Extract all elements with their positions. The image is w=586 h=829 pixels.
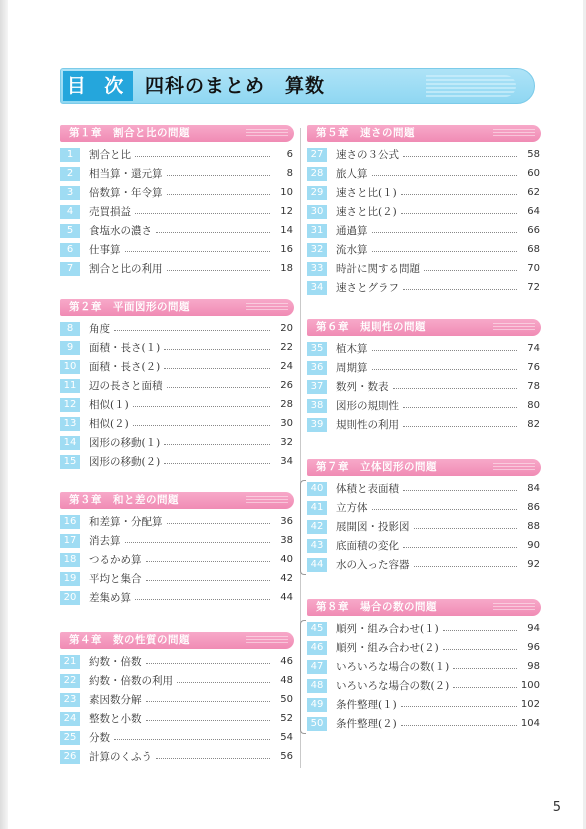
dot-leader xyxy=(372,175,517,176)
chapter-header xyxy=(307,459,541,476)
entry-page-number: 52 xyxy=(280,713,293,724)
toc-entry xyxy=(60,672,294,690)
entry-title: 和差算・分配算 xyxy=(89,516,163,528)
entry-page-number: 74 xyxy=(527,343,540,354)
toc-entry xyxy=(307,715,541,733)
toc-entry xyxy=(60,551,294,569)
entry-number-badge: 38 xyxy=(307,399,327,413)
toc-entry xyxy=(60,165,294,183)
dot-leader xyxy=(401,706,517,707)
entry-title: 順列・組み合わせ(１) xyxy=(336,623,439,635)
entry-title: いろいろな場合の数(２) xyxy=(336,680,450,692)
dot-leader xyxy=(146,701,270,702)
entry-title: 植木算 xyxy=(336,343,368,355)
entry-page-number: 84 xyxy=(527,483,540,494)
dot-leader xyxy=(114,739,270,740)
entry-page-number: 62 xyxy=(527,187,540,198)
dot-leader xyxy=(372,232,517,233)
entry-title: 相似(２) xyxy=(89,418,129,430)
toc-entry xyxy=(60,339,294,357)
dot-leader xyxy=(164,463,270,464)
entry-number-badge: 20 xyxy=(60,591,80,605)
toc-entry xyxy=(307,260,541,278)
toc-entry xyxy=(60,358,294,376)
entry-page-number: 48 xyxy=(280,675,293,686)
dot-leader xyxy=(156,232,270,233)
entry-page-number: 60 xyxy=(527,168,540,179)
entry-title: 周期算 xyxy=(336,362,368,374)
toc-entry xyxy=(60,241,294,259)
entry-number-badge: 17 xyxy=(60,534,80,548)
toc-entry xyxy=(307,518,541,536)
entry-title: 立方体 xyxy=(336,502,368,514)
toc-entry xyxy=(60,453,294,471)
entry-number-badge: 28 xyxy=(307,167,327,181)
chapter-header xyxy=(60,632,294,649)
entry-title: 整数と小数 xyxy=(89,713,142,725)
entry-page-number: 88 xyxy=(527,521,540,532)
entry-number-badge: 45 xyxy=(307,622,327,636)
dot-leader xyxy=(156,758,270,759)
entry-number-badge: 23 xyxy=(60,693,80,707)
dot-leader xyxy=(167,523,270,524)
entry-title: 順列・組み合わせ(２) xyxy=(336,642,439,654)
dot-leader xyxy=(372,509,517,510)
entry-page-number: 10 xyxy=(280,187,293,198)
entry-number-badge: 42 xyxy=(307,520,327,534)
entry-page-number: 98 xyxy=(527,661,540,672)
entry-title: 底面積の変化 xyxy=(336,540,399,552)
entry-page-number: 18 xyxy=(280,263,293,274)
toc-entry xyxy=(60,415,294,433)
entry-page-number: 64 xyxy=(527,206,540,217)
dot-leader xyxy=(125,251,270,252)
chapter-stripe-decoration xyxy=(493,129,535,138)
dot-leader xyxy=(401,725,517,726)
entry-title: 図形の移動(２) xyxy=(89,456,161,468)
toc-entry xyxy=(307,184,541,202)
dot-leader xyxy=(372,251,517,252)
entry-title: 割合と比 xyxy=(89,149,131,161)
chapter-header xyxy=(60,299,294,316)
entry-page-number: 90 xyxy=(527,540,540,551)
toc-entry xyxy=(307,340,541,358)
entry-title: 辺の長さと面積 xyxy=(89,380,163,392)
entry-page-number: 30 xyxy=(280,418,293,429)
chapter-stripe-decoration xyxy=(493,323,535,332)
toc-entry xyxy=(307,556,541,574)
entry-number-badge: 7 xyxy=(60,262,80,276)
chapter-stripe-decoration xyxy=(246,496,288,505)
entry-page-number: 38 xyxy=(280,535,293,546)
toc-entry xyxy=(60,146,294,164)
chapter-stripe-decoration xyxy=(493,463,535,472)
entry-number-badge: 34 xyxy=(307,281,327,295)
entry-title: 図形の規則性 xyxy=(336,400,399,412)
chapter-title: 第３章 和と差の問題 xyxy=(69,494,179,506)
entry-title: 速さと比(２) xyxy=(336,206,397,218)
entry-number-badge: 6 xyxy=(60,243,80,257)
dot-leader xyxy=(114,330,270,331)
entry-number-badge: 5 xyxy=(60,224,80,238)
entry-number-badge: 50 xyxy=(307,717,327,731)
entry-title: 平均と集合 xyxy=(89,573,142,585)
entry-page-number: 76 xyxy=(527,362,540,373)
chapter-section xyxy=(60,492,294,608)
entry-number-badge: 40 xyxy=(307,482,327,496)
dot-leader xyxy=(146,720,270,721)
page-binding-edge xyxy=(0,0,8,829)
chapter-stripe-decoration xyxy=(493,603,535,612)
entry-page-number: 66 xyxy=(527,225,540,236)
entry-number-badge: 43 xyxy=(307,539,327,553)
entry-page-number: 26 xyxy=(280,380,293,391)
chapter-bracket xyxy=(300,480,306,575)
chapter-section xyxy=(307,319,541,435)
dot-leader xyxy=(177,682,270,683)
entry-title: 面積・長さ(１) xyxy=(89,342,161,354)
entry-page-number: 96 xyxy=(527,642,540,653)
toc-entry xyxy=(60,653,294,671)
entry-title: 時計に関する問題 xyxy=(336,263,420,275)
toc-entry xyxy=(60,320,294,338)
dot-leader xyxy=(167,270,270,271)
entry-number-badge: 27 xyxy=(307,148,327,162)
toc-entry xyxy=(60,532,294,550)
dot-leader xyxy=(164,368,270,369)
entry-number-badge: 13 xyxy=(60,417,80,431)
dot-leader xyxy=(453,687,517,688)
entry-title: 分数 xyxy=(89,732,110,744)
chapter-header xyxy=(60,492,294,509)
entry-title: 展開図・投影図 xyxy=(336,521,410,533)
entry-title: 図形の移動(１) xyxy=(89,437,161,449)
entry-number-badge: 46 xyxy=(307,641,327,655)
entry-page-number: 70 xyxy=(527,263,540,274)
chapter-stripe-decoration xyxy=(246,303,288,312)
toc-entry xyxy=(307,658,541,676)
contents-tag: 目 次 xyxy=(63,71,133,101)
entry-page-number: 32 xyxy=(280,437,293,448)
dot-leader xyxy=(403,407,517,408)
entry-number-badge: 24 xyxy=(60,712,80,726)
entry-title: 速さと比(１) xyxy=(336,187,397,199)
entry-title: 倍数算・年令算 xyxy=(89,187,163,199)
toc-entry xyxy=(307,241,541,259)
entry-page-number: 24 xyxy=(280,361,293,372)
chapter-section xyxy=(307,459,541,575)
toc-entry xyxy=(60,729,294,747)
entry-title: 約数・倍数の利用 xyxy=(89,675,173,687)
chapter-header xyxy=(307,599,541,616)
chapter-header xyxy=(60,125,294,142)
entry-page-number: 50 xyxy=(280,694,293,705)
entry-page-number: 36 xyxy=(280,516,293,527)
entry-number-badge: 37 xyxy=(307,380,327,394)
entry-title: 角度 xyxy=(89,323,110,335)
entry-title: 相当算・還元算 xyxy=(89,168,163,180)
chapter-header xyxy=(307,125,541,142)
entry-number-badge: 22 xyxy=(60,674,80,688)
entry-page-number: 8 xyxy=(286,168,293,179)
toc-entry xyxy=(307,620,541,638)
toc-entry xyxy=(307,677,541,695)
toc-entry xyxy=(60,203,294,221)
entry-title: 消去算 xyxy=(89,535,121,547)
entry-title: 割合と比の利用 xyxy=(89,263,163,275)
chapter-header xyxy=(307,319,541,336)
entry-title: 体積と表面積 xyxy=(336,483,399,495)
entry-number-badge: 10 xyxy=(60,360,80,374)
entry-page-number: 78 xyxy=(527,381,540,392)
entry-number-badge: 19 xyxy=(60,572,80,586)
chapter-title: 第７章 立体図形の問題 xyxy=(316,461,437,473)
entry-page-number: 86 xyxy=(527,502,540,513)
entry-page-number: 28 xyxy=(280,399,293,410)
chapter-title: 第２章 平面図形の問題 xyxy=(69,301,190,313)
toc-entry xyxy=(307,416,541,434)
chapter-title: 第８章 場合の数の問題 xyxy=(316,601,437,613)
entry-number-badge: 36 xyxy=(307,361,327,375)
toc-entry xyxy=(307,499,541,517)
dot-leader xyxy=(414,566,517,567)
toc-entry xyxy=(307,639,541,657)
dot-leader xyxy=(372,350,517,351)
toc-entry xyxy=(60,710,294,728)
entry-title: 計算のくふう xyxy=(89,751,152,763)
dot-leader xyxy=(401,194,517,195)
entry-page-number: 94 xyxy=(527,623,540,634)
chapter-section xyxy=(307,599,541,734)
dot-leader xyxy=(146,580,270,581)
entry-page-number: 100 xyxy=(520,680,540,691)
entry-title: 差集め算 xyxy=(89,592,131,604)
entry-number-badge: 1 xyxy=(60,148,80,162)
dot-leader xyxy=(453,668,517,669)
entry-page-number: 34 xyxy=(280,456,293,467)
entry-title: 相似(１) xyxy=(89,399,129,411)
entry-number-badge: 16 xyxy=(60,515,80,529)
entry-page-number: 72 xyxy=(527,282,540,293)
toc-entry xyxy=(307,378,541,396)
toc-entry xyxy=(307,279,541,297)
entry-number-badge: 33 xyxy=(307,262,327,276)
dot-leader xyxy=(135,213,270,214)
entry-page-number: 22 xyxy=(280,342,293,353)
entry-number-badge: 35 xyxy=(307,342,327,356)
dot-leader xyxy=(443,649,517,650)
entry-page-number: 14 xyxy=(280,225,293,236)
toc-entry xyxy=(60,691,294,709)
entry-number-badge: 47 xyxy=(307,660,327,674)
entry-title: 速さとグラフ xyxy=(336,282,399,294)
header-stripes-decoration xyxy=(426,75,516,97)
entry-page-number: 80 xyxy=(527,400,540,411)
entry-number-badge: 18 xyxy=(60,553,80,567)
entry-number-badge: 26 xyxy=(60,750,80,764)
toc-entry xyxy=(60,589,294,607)
toc-entry xyxy=(60,260,294,278)
dot-leader xyxy=(443,630,517,631)
toc-entry xyxy=(60,184,294,202)
dot-leader xyxy=(146,663,270,664)
contents-header xyxy=(60,68,535,104)
dot-leader xyxy=(135,599,270,600)
dot-leader xyxy=(133,406,270,407)
dot-leader xyxy=(125,542,270,543)
dot-leader xyxy=(403,156,517,157)
toc-entry xyxy=(60,434,294,452)
chapter-title: 第４章 数の性質の問題 xyxy=(69,634,190,646)
toc-entry xyxy=(60,570,294,588)
toc-entry xyxy=(307,397,541,415)
entry-title: いろいろな場合の数(１) xyxy=(336,661,450,673)
entry-number-badge: 15 xyxy=(60,455,80,469)
entry-page-number: 16 xyxy=(280,244,293,255)
toc-entry xyxy=(60,748,294,766)
dot-leader xyxy=(167,194,270,195)
entry-page-number: 20 xyxy=(280,323,293,334)
toc-entry xyxy=(307,222,541,240)
entry-title: 条件整理(２) xyxy=(336,718,397,730)
chapter-section xyxy=(60,632,294,767)
toc-entry xyxy=(307,537,541,555)
entry-number-badge: 2 xyxy=(60,167,80,181)
chapter-title: 第６章 規則性の問題 xyxy=(316,321,426,333)
dot-leader xyxy=(135,156,270,157)
entry-title: 数列・数表 xyxy=(336,381,389,393)
toc-entry xyxy=(60,513,294,531)
dot-leader xyxy=(401,213,517,214)
entry-number-badge: 4 xyxy=(60,205,80,219)
entry-number-badge: 49 xyxy=(307,698,327,712)
toc-entry xyxy=(60,222,294,240)
entry-number-badge: 32 xyxy=(307,243,327,257)
toc-entry xyxy=(307,146,541,164)
toc-entry xyxy=(60,396,294,414)
dot-leader xyxy=(414,528,517,529)
entry-title: 条件整理(１) xyxy=(336,699,397,711)
entry-number-badge: 31 xyxy=(307,224,327,238)
entry-number-badge: 11 xyxy=(60,379,80,393)
entry-page-number: 82 xyxy=(527,419,540,430)
toc-entry xyxy=(307,359,541,377)
dot-leader xyxy=(403,490,517,491)
entry-page-number: 104 xyxy=(520,718,540,729)
entry-number-badge: 9 xyxy=(60,341,80,355)
entry-number-badge: 29 xyxy=(307,186,327,200)
entry-page-number: 92 xyxy=(527,559,540,570)
chapter-bracket xyxy=(300,620,306,734)
entry-number-badge: 48 xyxy=(307,679,327,693)
toc-entry xyxy=(307,203,541,221)
dot-leader xyxy=(393,388,517,389)
entry-number-badge: 8 xyxy=(60,322,80,336)
dot-leader xyxy=(167,387,270,388)
toc-entry xyxy=(307,696,541,714)
entry-title: 旅人算 xyxy=(336,168,368,180)
entry-title: 規則性の利用 xyxy=(336,419,399,431)
entry-page-number: 40 xyxy=(280,554,293,565)
dot-leader xyxy=(403,289,517,290)
dot-leader xyxy=(372,369,517,370)
entry-page-number: 56 xyxy=(280,751,293,762)
dot-leader xyxy=(164,444,270,445)
entry-title: 通過算 xyxy=(336,225,368,237)
entry-page-number: 102 xyxy=(520,699,540,710)
dot-leader xyxy=(403,426,517,427)
chapter-section xyxy=(307,125,541,298)
entry-page-number: 6 xyxy=(286,149,293,160)
entry-title: 素因数分解 xyxy=(89,694,142,706)
chapter-stripe-decoration xyxy=(246,636,288,645)
toc-entry xyxy=(307,165,541,183)
dot-leader xyxy=(403,547,517,548)
entry-number-badge: 25 xyxy=(60,731,80,745)
page-title: 四科のまとめ 算数 xyxy=(145,75,326,97)
entry-number-badge: 12 xyxy=(60,398,80,412)
entry-title: 仕事算 xyxy=(89,244,121,256)
entry-title: 食塩水の濃さ xyxy=(89,225,152,237)
toc-entry xyxy=(60,377,294,395)
entry-number-badge: 39 xyxy=(307,418,327,432)
chapter-title: 第５章 速さの問題 xyxy=(316,127,415,139)
entry-page-number: 12 xyxy=(280,206,293,217)
dot-leader xyxy=(167,175,270,176)
chapter-title: 第１章 割合と比の問題 xyxy=(69,127,190,139)
entry-number-badge: 21 xyxy=(60,655,80,669)
entry-number-badge: 30 xyxy=(307,205,327,219)
dot-leader xyxy=(133,425,270,426)
chapter-stripe-decoration xyxy=(246,129,288,138)
entry-number-badge: 41 xyxy=(307,501,327,515)
entry-number-badge: 3 xyxy=(60,186,80,200)
toc-entry xyxy=(307,480,541,498)
entry-title: 約数・倍数 xyxy=(89,656,142,668)
entry-title: 面積・長さ(２) xyxy=(89,361,161,373)
page-number: 5 xyxy=(552,800,561,815)
dot-leader xyxy=(146,561,270,562)
entry-title: 売買損益 xyxy=(89,206,131,218)
entry-page-number: 44 xyxy=(280,592,293,603)
entry-page-number: 42 xyxy=(280,573,293,584)
entry-title: 水の入った容器 xyxy=(336,559,410,571)
entry-page-number: 54 xyxy=(280,732,293,743)
chapter-section xyxy=(60,299,294,472)
entry-page-number: 68 xyxy=(527,244,540,255)
entry-page-number: 58 xyxy=(527,149,540,160)
chapter-section xyxy=(60,125,294,279)
entry-title: つるかめ算 xyxy=(89,554,142,566)
dot-leader xyxy=(164,349,270,350)
entry-title: 流水算 xyxy=(336,244,368,256)
entry-number-badge: 14 xyxy=(60,436,80,450)
entry-number-badge: 44 xyxy=(307,558,327,572)
entry-page-number: 46 xyxy=(280,656,293,667)
dot-leader xyxy=(424,270,517,271)
entry-title: 速さの３公式 xyxy=(336,149,399,161)
